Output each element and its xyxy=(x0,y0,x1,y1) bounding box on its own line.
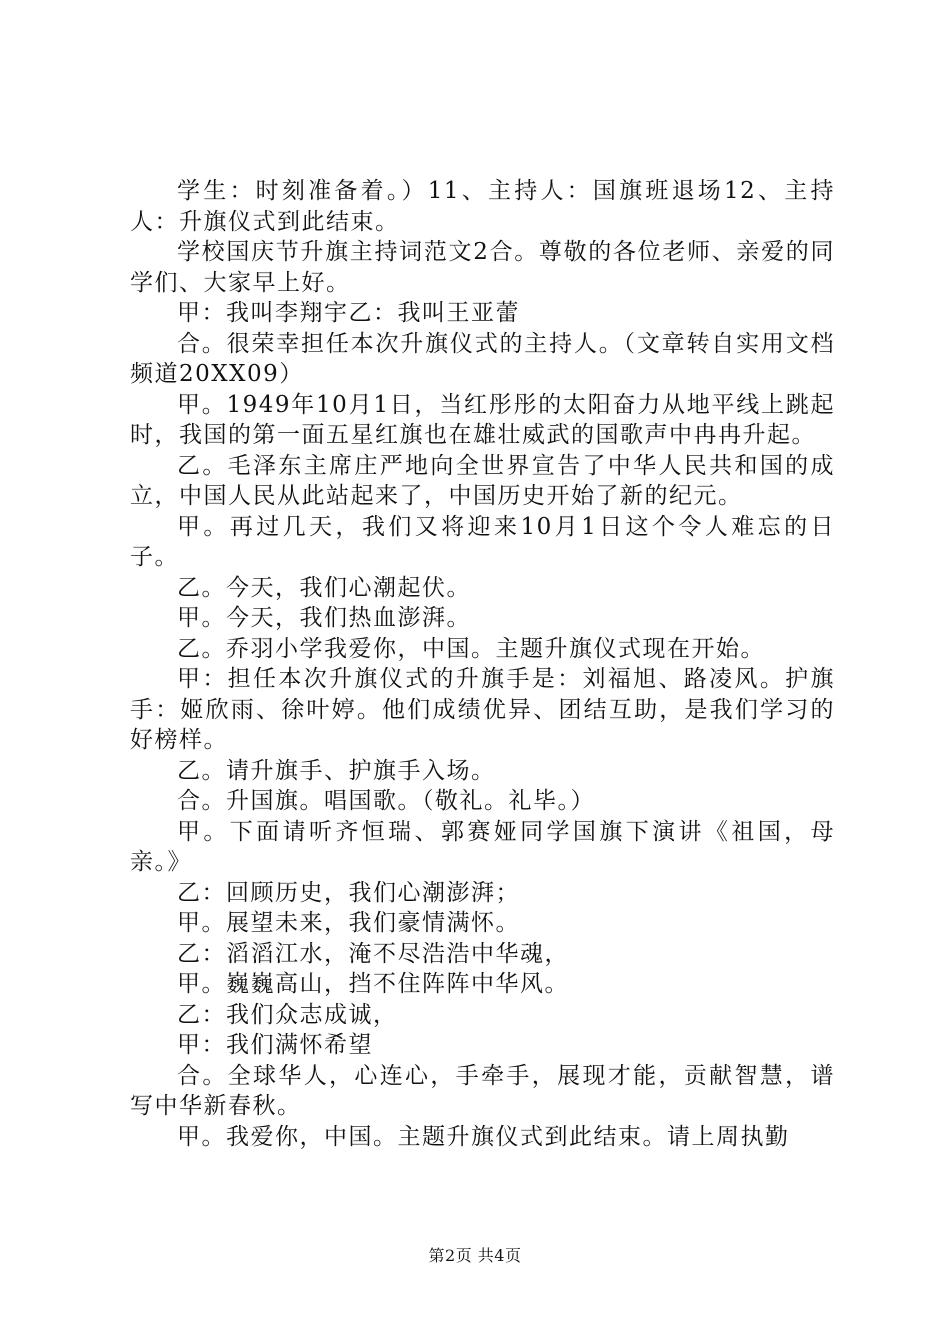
paragraph: 甲：担任本次升旗仪式的升旗手是：刘福旭、路凌风。护旗手：姬欣雨、徐叶婷。他们成绩优异、团结互助，是我们学习的好榜样。 xyxy=(130,666,835,753)
paragraph: 乙。请升旗手、护旗手入场。 xyxy=(177,757,496,784)
paragraph: 合。升国旗。唱国歌。（敬礼。礼毕。） xyxy=(177,788,595,814)
paragraph: 乙：滔滔江水，淹不尽浩浩中华魂， xyxy=(177,940,569,967)
paragraph: 乙：回顾历史，我们心潮澎湃； xyxy=(177,879,520,906)
paragraph: 乙。毛泽东主席庄严地向全世界宣告了中华人民共和国的成立，中国人民从此站起来了，中国历史开始了新的纪元。 xyxy=(130,452,835,509)
paragraph: 甲。下面请听齐恒瑞、郭赛娅同学国旗下演讲《祖国，母亲。》 xyxy=(130,818,835,875)
paragraph: 学校国庆节升旗主持词范文2合。尊敬的各位老师、亲爱的同学们、大家早上好。 xyxy=(130,239,835,296)
document-body xyxy=(130,176,835,1152)
paragraph: 乙。乔羽小学我爱你，中国。主题升旗仪式现在开始。 xyxy=(177,635,765,662)
paragraph: 合。全球华人，心连心，手牵手，展现才能，贡献智慧，谱写中华新春秋。 xyxy=(130,1062,835,1119)
page-number-footer: 第2页 共4页 xyxy=(428,1246,522,1265)
paragraph: 合。很荣幸担任本次升旗仪式的主持人。（文章转自实用文档频道20XX09） xyxy=(130,330,835,387)
paragraph: 甲：我们满怀希望 xyxy=(177,1032,373,1058)
paragraph: 学生：时刻准备着。）11、主持人：国旗班退场12、主持人：升旗仪式到此结束。 xyxy=(130,178,835,235)
paragraph: 甲。巍巍高山，挡不住阵阵中华风。 xyxy=(177,971,569,997)
paragraph: 甲：我叫李翔宇乙：我叫王亚蕾 xyxy=(177,300,520,326)
paragraph: 甲。今天，我们热血澎湃。 xyxy=(177,605,471,631)
paragraph: 乙。今天，我们心潮起伏。 xyxy=(177,574,471,601)
paragraph: 甲。展望未来，我们豪情满怀。 xyxy=(177,910,520,936)
paragraph: 甲。我爱你，中国。主题升旗仪式到此结束。请上周执勤 xyxy=(177,1123,790,1150)
paragraph: 甲。再过几天，我们又将迎来10月1日这个令人难忘的日子。 xyxy=(130,513,835,570)
paragraph: 乙：我们众志成诚， xyxy=(177,1001,398,1028)
paragraph: 甲。1949年10月1日，当红彤彤的太阳奋力从地平线上跳起时，我国的第一面五星红旗也在雄壮威武的国歌声中冉冉升起。 xyxy=(130,391,835,448)
